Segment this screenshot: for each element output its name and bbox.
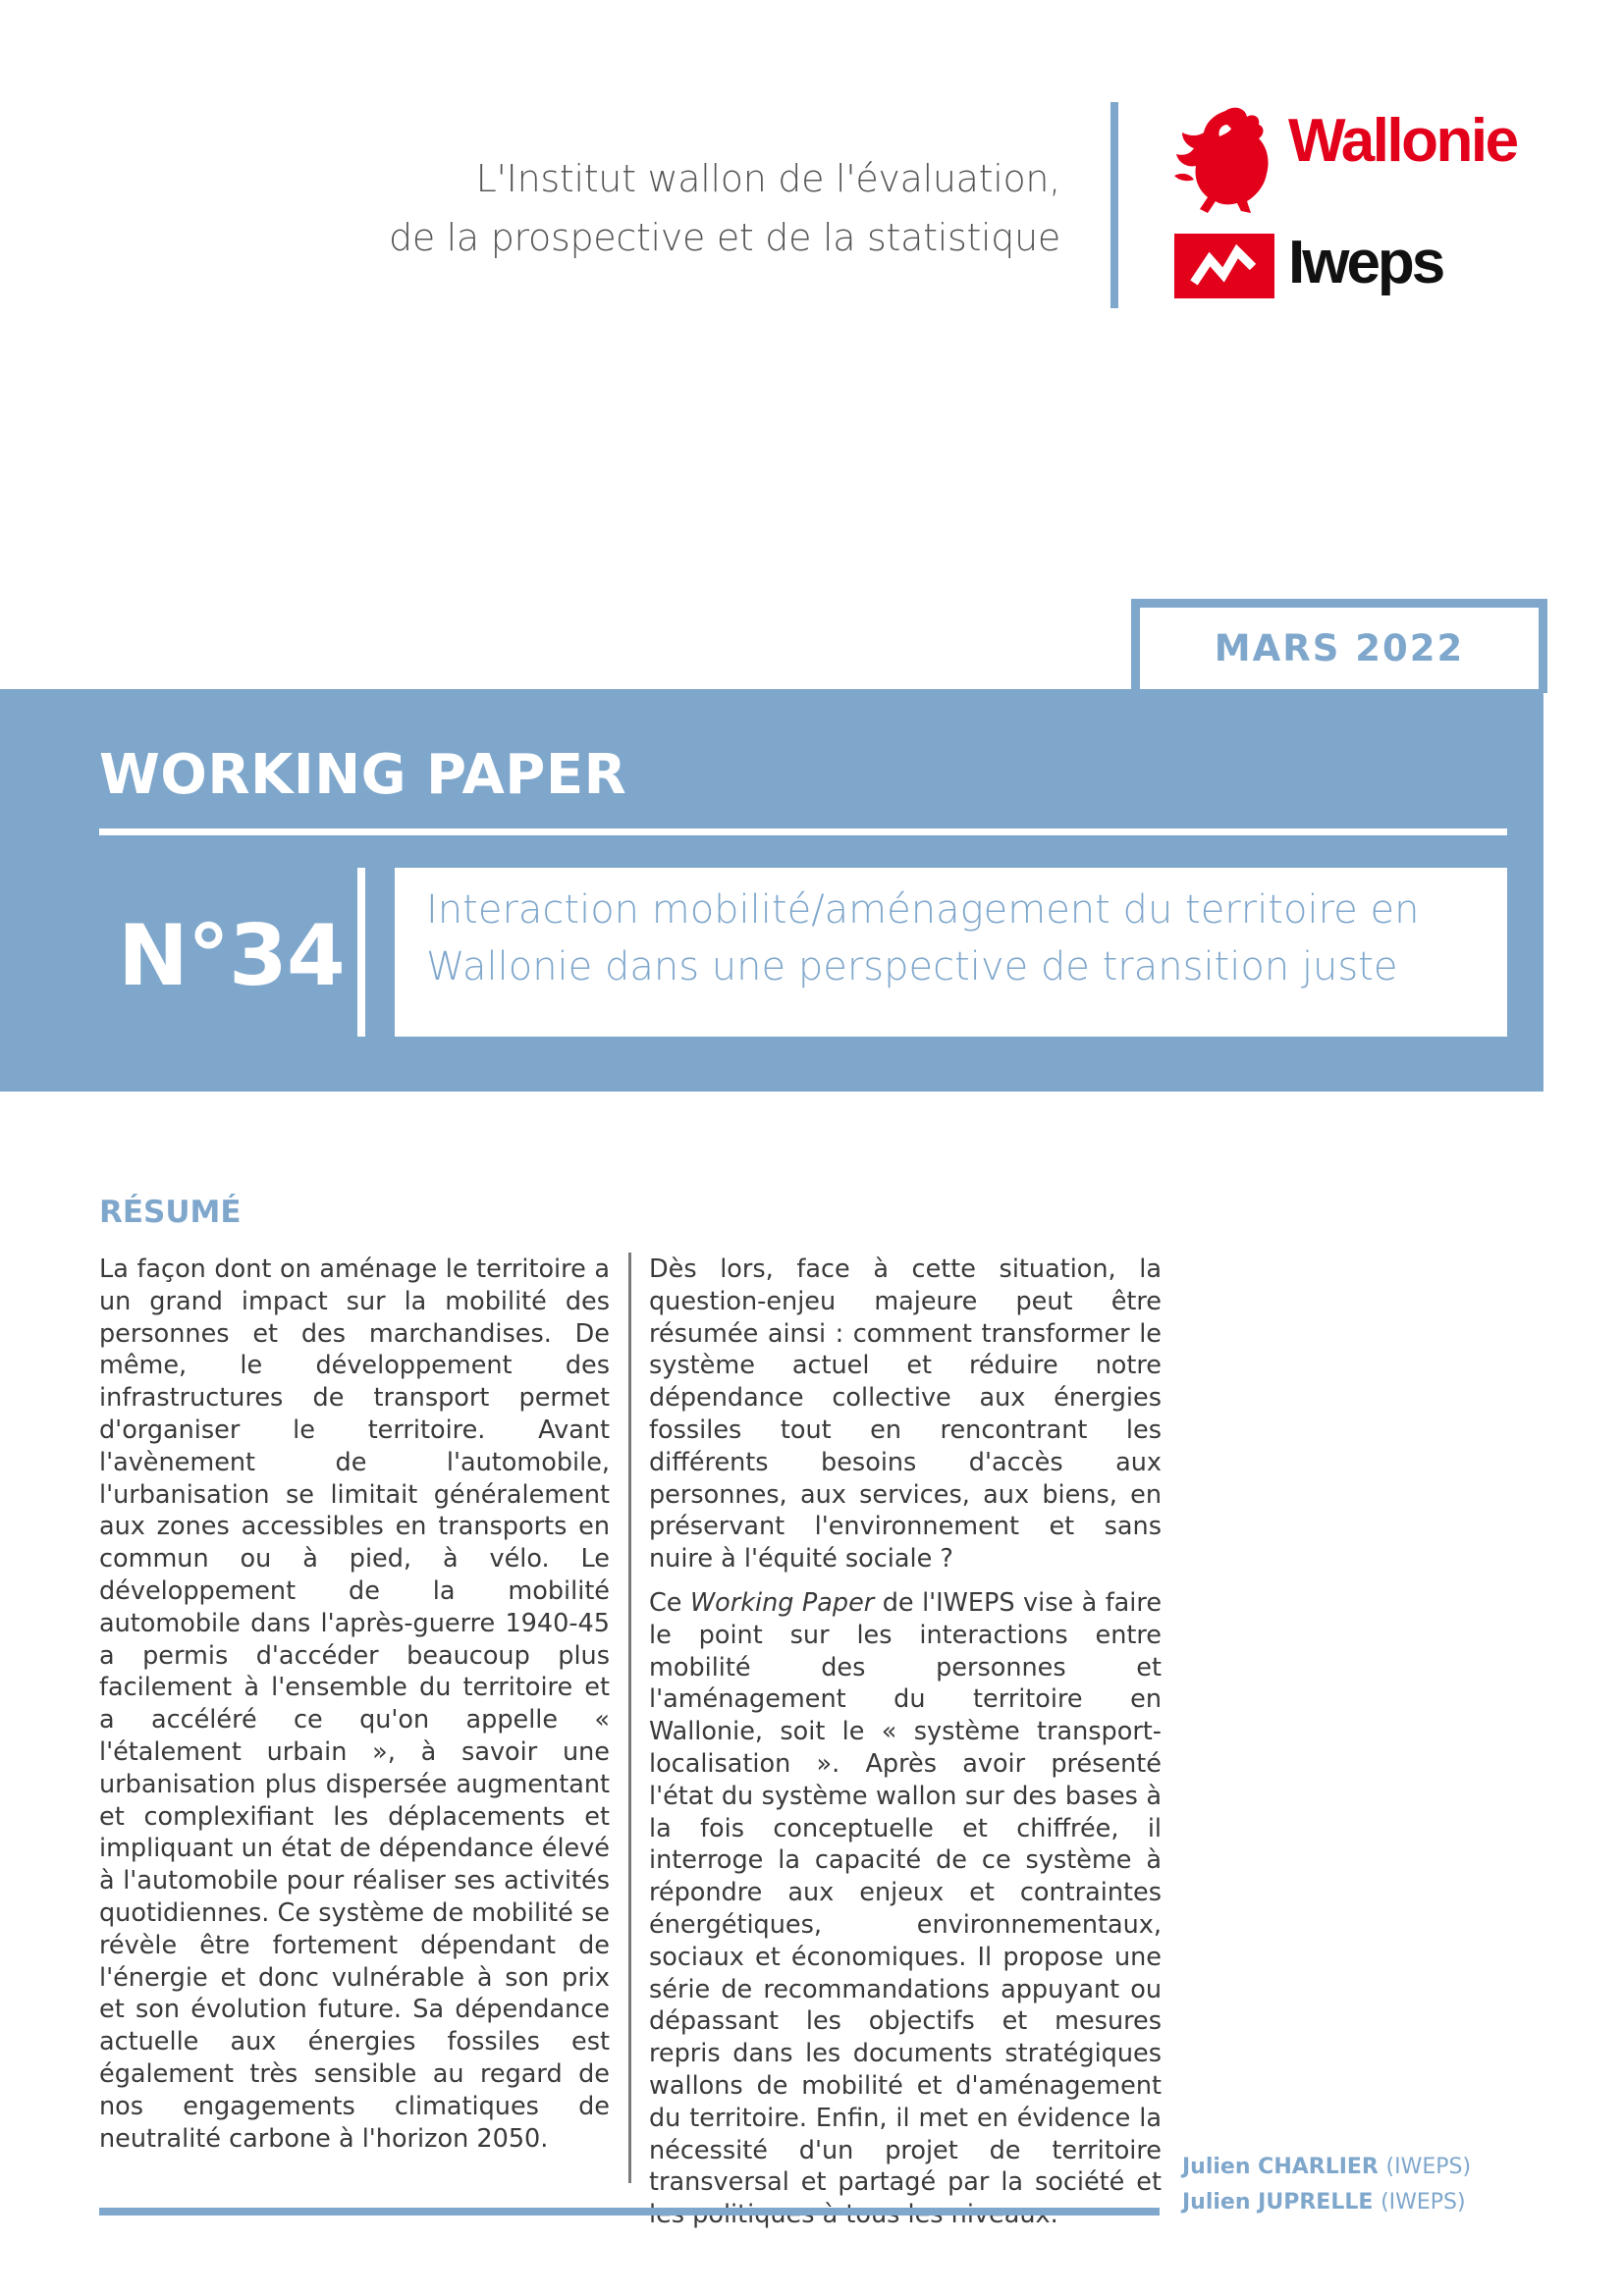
paper-number: N°34 bbox=[118, 907, 345, 1005]
number-divider bbox=[357, 868, 365, 1037]
publication-date: MARS 2022 bbox=[1214, 627, 1465, 669]
author bbox=[1182, 2185, 1477, 2220]
paper-title-line-1: Interaction mobilité/aménagement du territoire en bbox=[426, 887, 1420, 933]
bottom-rule bbox=[99, 2208, 1160, 2216]
author-name: Julien CHARLIER bbox=[1182, 2155, 1379, 2179]
date-tab bbox=[1131, 599, 1547, 693]
institute-line-2: de la prospective et de la statistique bbox=[389, 216, 1060, 259]
paragraph-text: de l'IWEPS vise à faire le point sur les interactions entre mobilité des personnes et l'aménagement du territoire en Wallonie, soit le « système transport-localisation ». Après avoir présenté l'état du système wallon sur des bases à la fois conceptuelle et chiffrée, il interroge la capacité de ce système à répondre aux enjeux et contraintes énergétiques, environnementaux, sociaux et économiques. Il propose une série de recommandations appuyant ou dépassant les objectifs et mesures repris dans les documents stratégiques wallons de mobilité et d'aménagement du territoire. Enfin, il met en évidence la nécessité d'un projet de territoire transversal et partagé par la société et bbox=[649, 1587, 1163, 2198]
resume-paragraph bbox=[649, 1587, 1162, 2231]
paper-title-line-2: Wallonie dans une perspective de transition juste bbox=[426, 944, 1398, 989]
institute-line-1: L'Institut wallon de l'évaluation, bbox=[475, 157, 1060, 200]
author-org: (IWEPS) bbox=[1385, 2155, 1472, 2179]
authors bbox=[1182, 2150, 1477, 2220]
paragraph-text: Ce bbox=[649, 1587, 690, 1618]
paper-title bbox=[395, 868, 1507, 1037]
resume-paragraph: Dès lors, face à cette situation, la question-enjeu majeure peut être résumée ainsi : comment transformer le système actuel et réduire notre dépendance collective aux énergies fossiles tout en rencontrant les différents besoins d'accès aux personnes, aux services, aux biens, en préservant l'environnement et sans nuire à l'équité sociale ? bbox=[649, 1255, 1162, 1575]
header-divider bbox=[1110, 102, 1118, 308]
working-paper-emphasis: Working Paper bbox=[689, 1587, 875, 1618]
author bbox=[1182, 2150, 1477, 2185]
resume-paragraph: La façon dont on aménage le territoire a un grand impact sur la mobilité des personnes et des marchandises. De même, le développement des infrastructures de transport permet d'organiser le territoire. Avant l'avènement de l'automobile, l'urbanisation se limitait généralement aux zones accessibles en transports en commun ou à pied, à vélo. Le développement de la mobilité automobile dans l'après-guerre 1940-45 a permis d'accéder beaucoup plus facilement à l'ensemble du territoire et a accéléré ce qu'on appelle « l'étalement urbain », à savoir une urbanisation plus dispersée augmentant et complexifiant les déplacements et impliquant un état de dépendance élevé à l'automobile pour réaliser ses activités quotidiennes. Ce système de mobilité se révèle être fortement dépendant de l'énergie et donc vulnérable à son prix et son évolution future. Sa dépendance actuelle aux énergies fossiles est également très sensible au regard de nos engagements climatiques de neutralité carbone à l'horizon 2050. bbox=[99, 1255, 610, 2154]
series-label: WORKING PAPER bbox=[99, 743, 627, 807]
iweps-logo-text: Iweps bbox=[1288, 229, 1443, 296]
author-name: Julien JUPRELLE bbox=[1182, 2190, 1374, 2215]
resume-column-left bbox=[99, 1254, 610, 2166]
column-divider bbox=[628, 1253, 631, 2183]
resume-column-right bbox=[649, 1254, 1162, 2243]
author-org: (IWEPS) bbox=[1380, 2190, 1466, 2215]
series-rule bbox=[99, 828, 1507, 835]
wallonie-logo-text: Wallonie bbox=[1288, 107, 1517, 175]
institute-name bbox=[295, 149, 1060, 267]
rooster-icon bbox=[1168, 103, 1282, 221]
iweps-wave-icon bbox=[1174, 234, 1274, 298]
resume-heading: RÉSUMÉ bbox=[99, 1195, 242, 1230]
